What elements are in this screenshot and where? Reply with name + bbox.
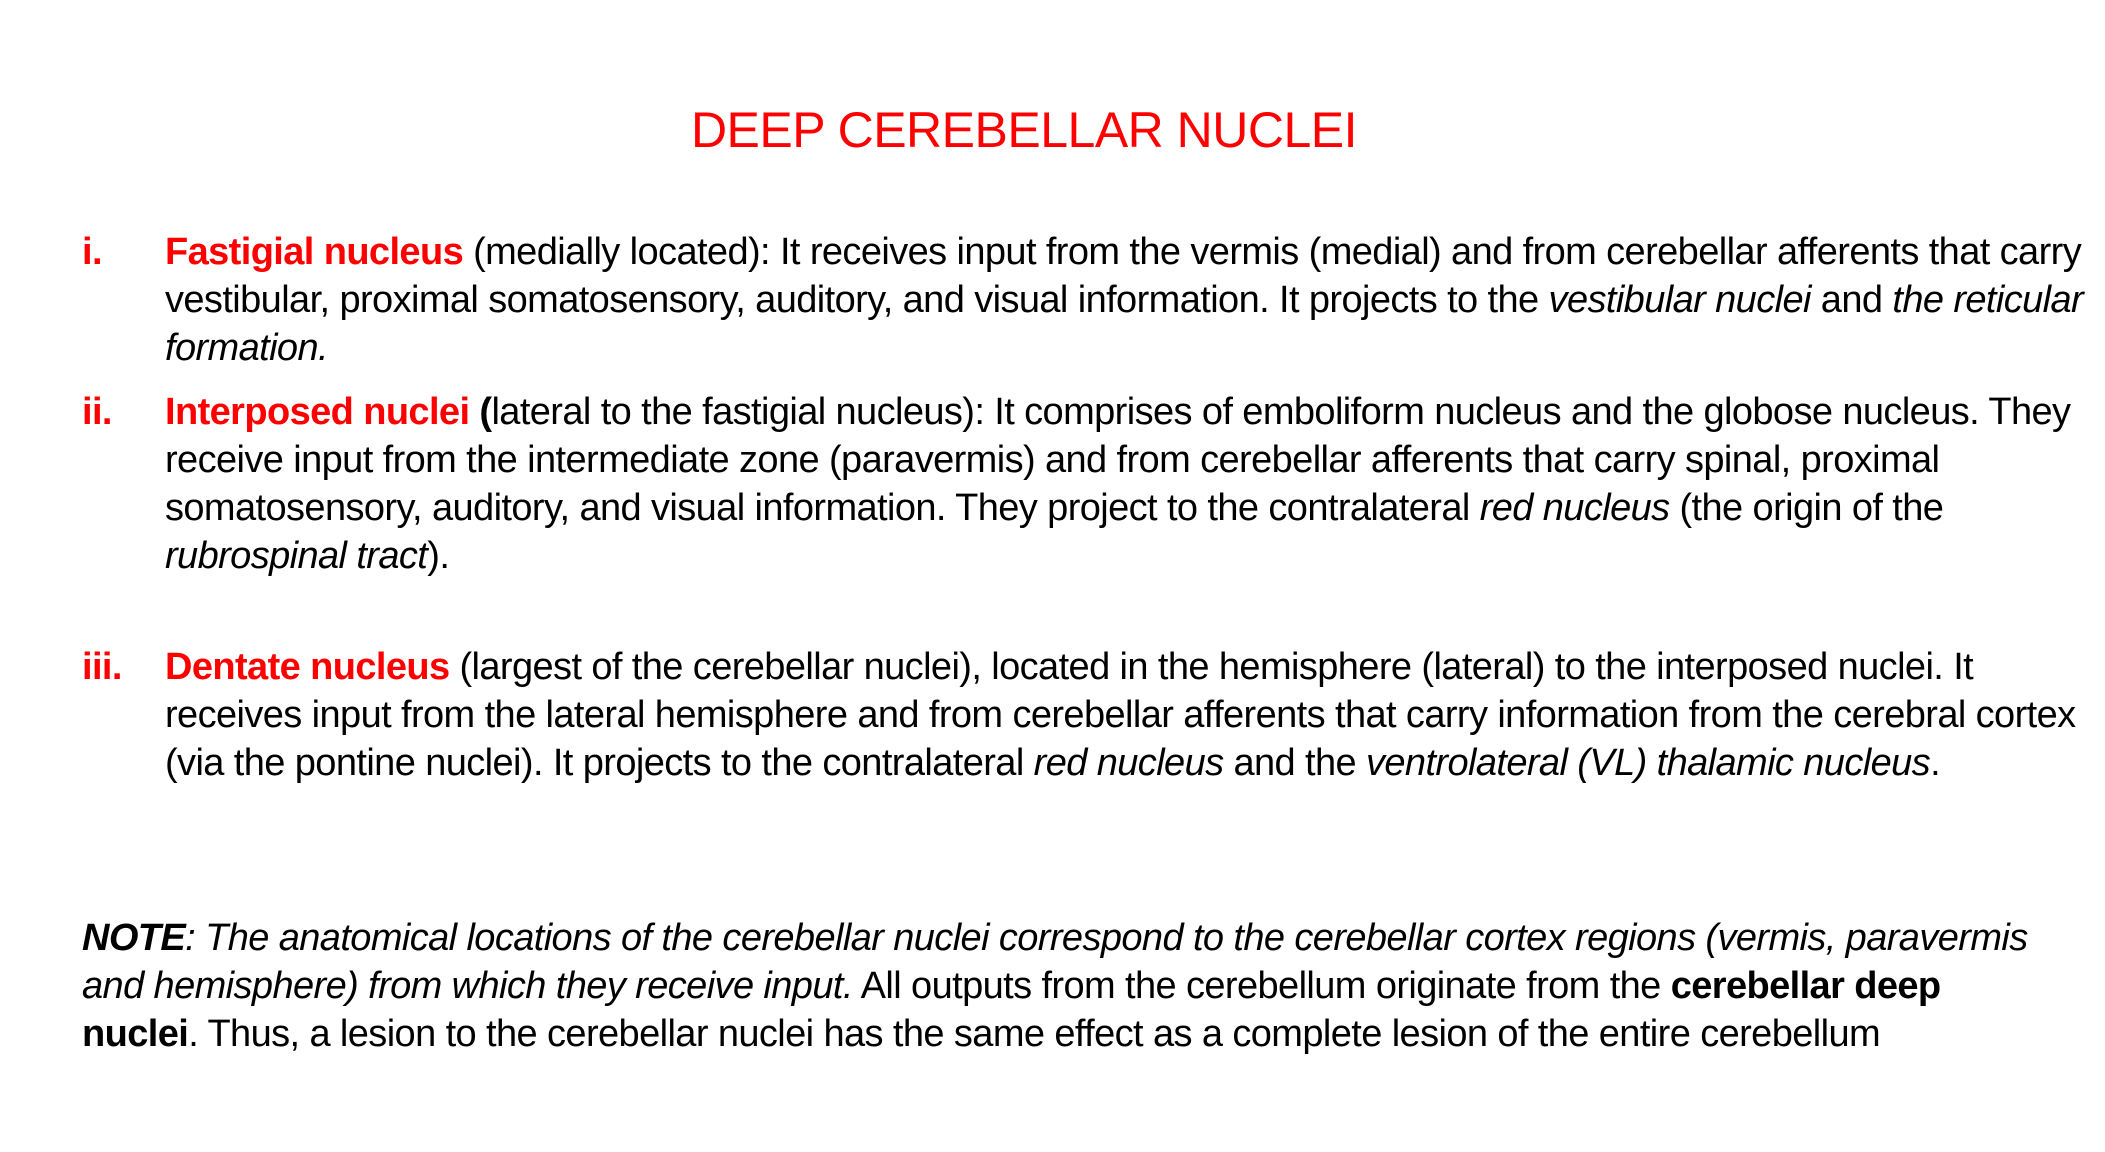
italic-red-nucleus: red nucleus	[1033, 742, 1224, 784]
term-fastigial-nucleus: Fastigial nucleus	[165, 231, 464, 273]
list-numeral: iii.	[82, 646, 122, 688]
note-bold-term: cerebellar deep nuclei	[82, 965, 1941, 1055]
item-text-segment: (the origin of the	[1669, 487, 1944, 529]
note-text-segment: . Thus, a lesion to the cerebellar nuclei has the same effect as a complete lesion of the entire cerebellum	[188, 1013, 1881, 1055]
item-text-segment: .	[1930, 742, 1941, 784]
list-numeral: i.	[82, 231, 102, 273]
note-label: NOTE	[82, 917, 186, 959]
italic-vestibular-nuclei: vestibular nuclei	[1548, 279, 1811, 321]
list-item-text	[165, 643, 2105, 787]
italic-reticular-formation: the reticular formation.	[165, 279, 2084, 369]
item-text-segment: ).	[427, 535, 450, 577]
note-paragraph	[82, 914, 2030, 1058]
list-item-text	[165, 388, 2105, 580]
list-item-text	[165, 228, 2105, 372]
italic-vl-thalamic-nucleus: ventrolateral (VL) thalamic nucleus	[1366, 742, 1931, 784]
italic-red-nucleus: red nucleus	[1479, 487, 1670, 529]
item-text-segment: lateral to the fastigial nucleus): It comprises of emboliform nucleus and the globose nucleus. They receive input from the intermediate zone (paravermis) and from cerebellar afferents that carry spinal, proximal somatosensory, auditory, and visual information. They project to the contralateral	[165, 391, 2071, 529]
italic-rubrospinal-tract: rubrospinal tract	[165, 535, 428, 577]
term-dentate-nucleus: Dentate nucleus	[165, 646, 450, 688]
item-text-segment: (largest of the cerebellar nuclei), located in the hemisphere (lateral) to the interposed nuclei. It receives input from the lateral hemisphere and from cerebellar afferents that carry information from the cerebral cortex (via the pontine nuclei). It projects to the contralateral	[165, 646, 2076, 784]
note-italic-text: : The anatomical locations of the cerebellar nuclei correspond to the cerebellar cortex regions (vermis, paravermis and hemisphere) from which they receive input.	[82, 917, 2028, 1007]
note-text-segment: All outputs from the cerebellum originate from the	[852, 965, 1671, 1007]
list-numeral: ii.	[82, 391, 112, 433]
item-text-segment: and	[1810, 279, 1893, 321]
item-text-segment: and the	[1223, 742, 1366, 784]
term-interposed-nuclei: Interposed nuclei	[165, 391, 470, 433]
slide-title: DEEP CEREBELLAR NUCLEI	[690, 102, 1358, 158]
item-text-segment: (medially located): It receives input from the vermis (medial) and from cerebellar afferents that carry vestibular, proximal somatosensory, auditory, and visual information. It projects to the	[165, 231, 2082, 321]
bold-paren: (	[469, 391, 492, 433]
